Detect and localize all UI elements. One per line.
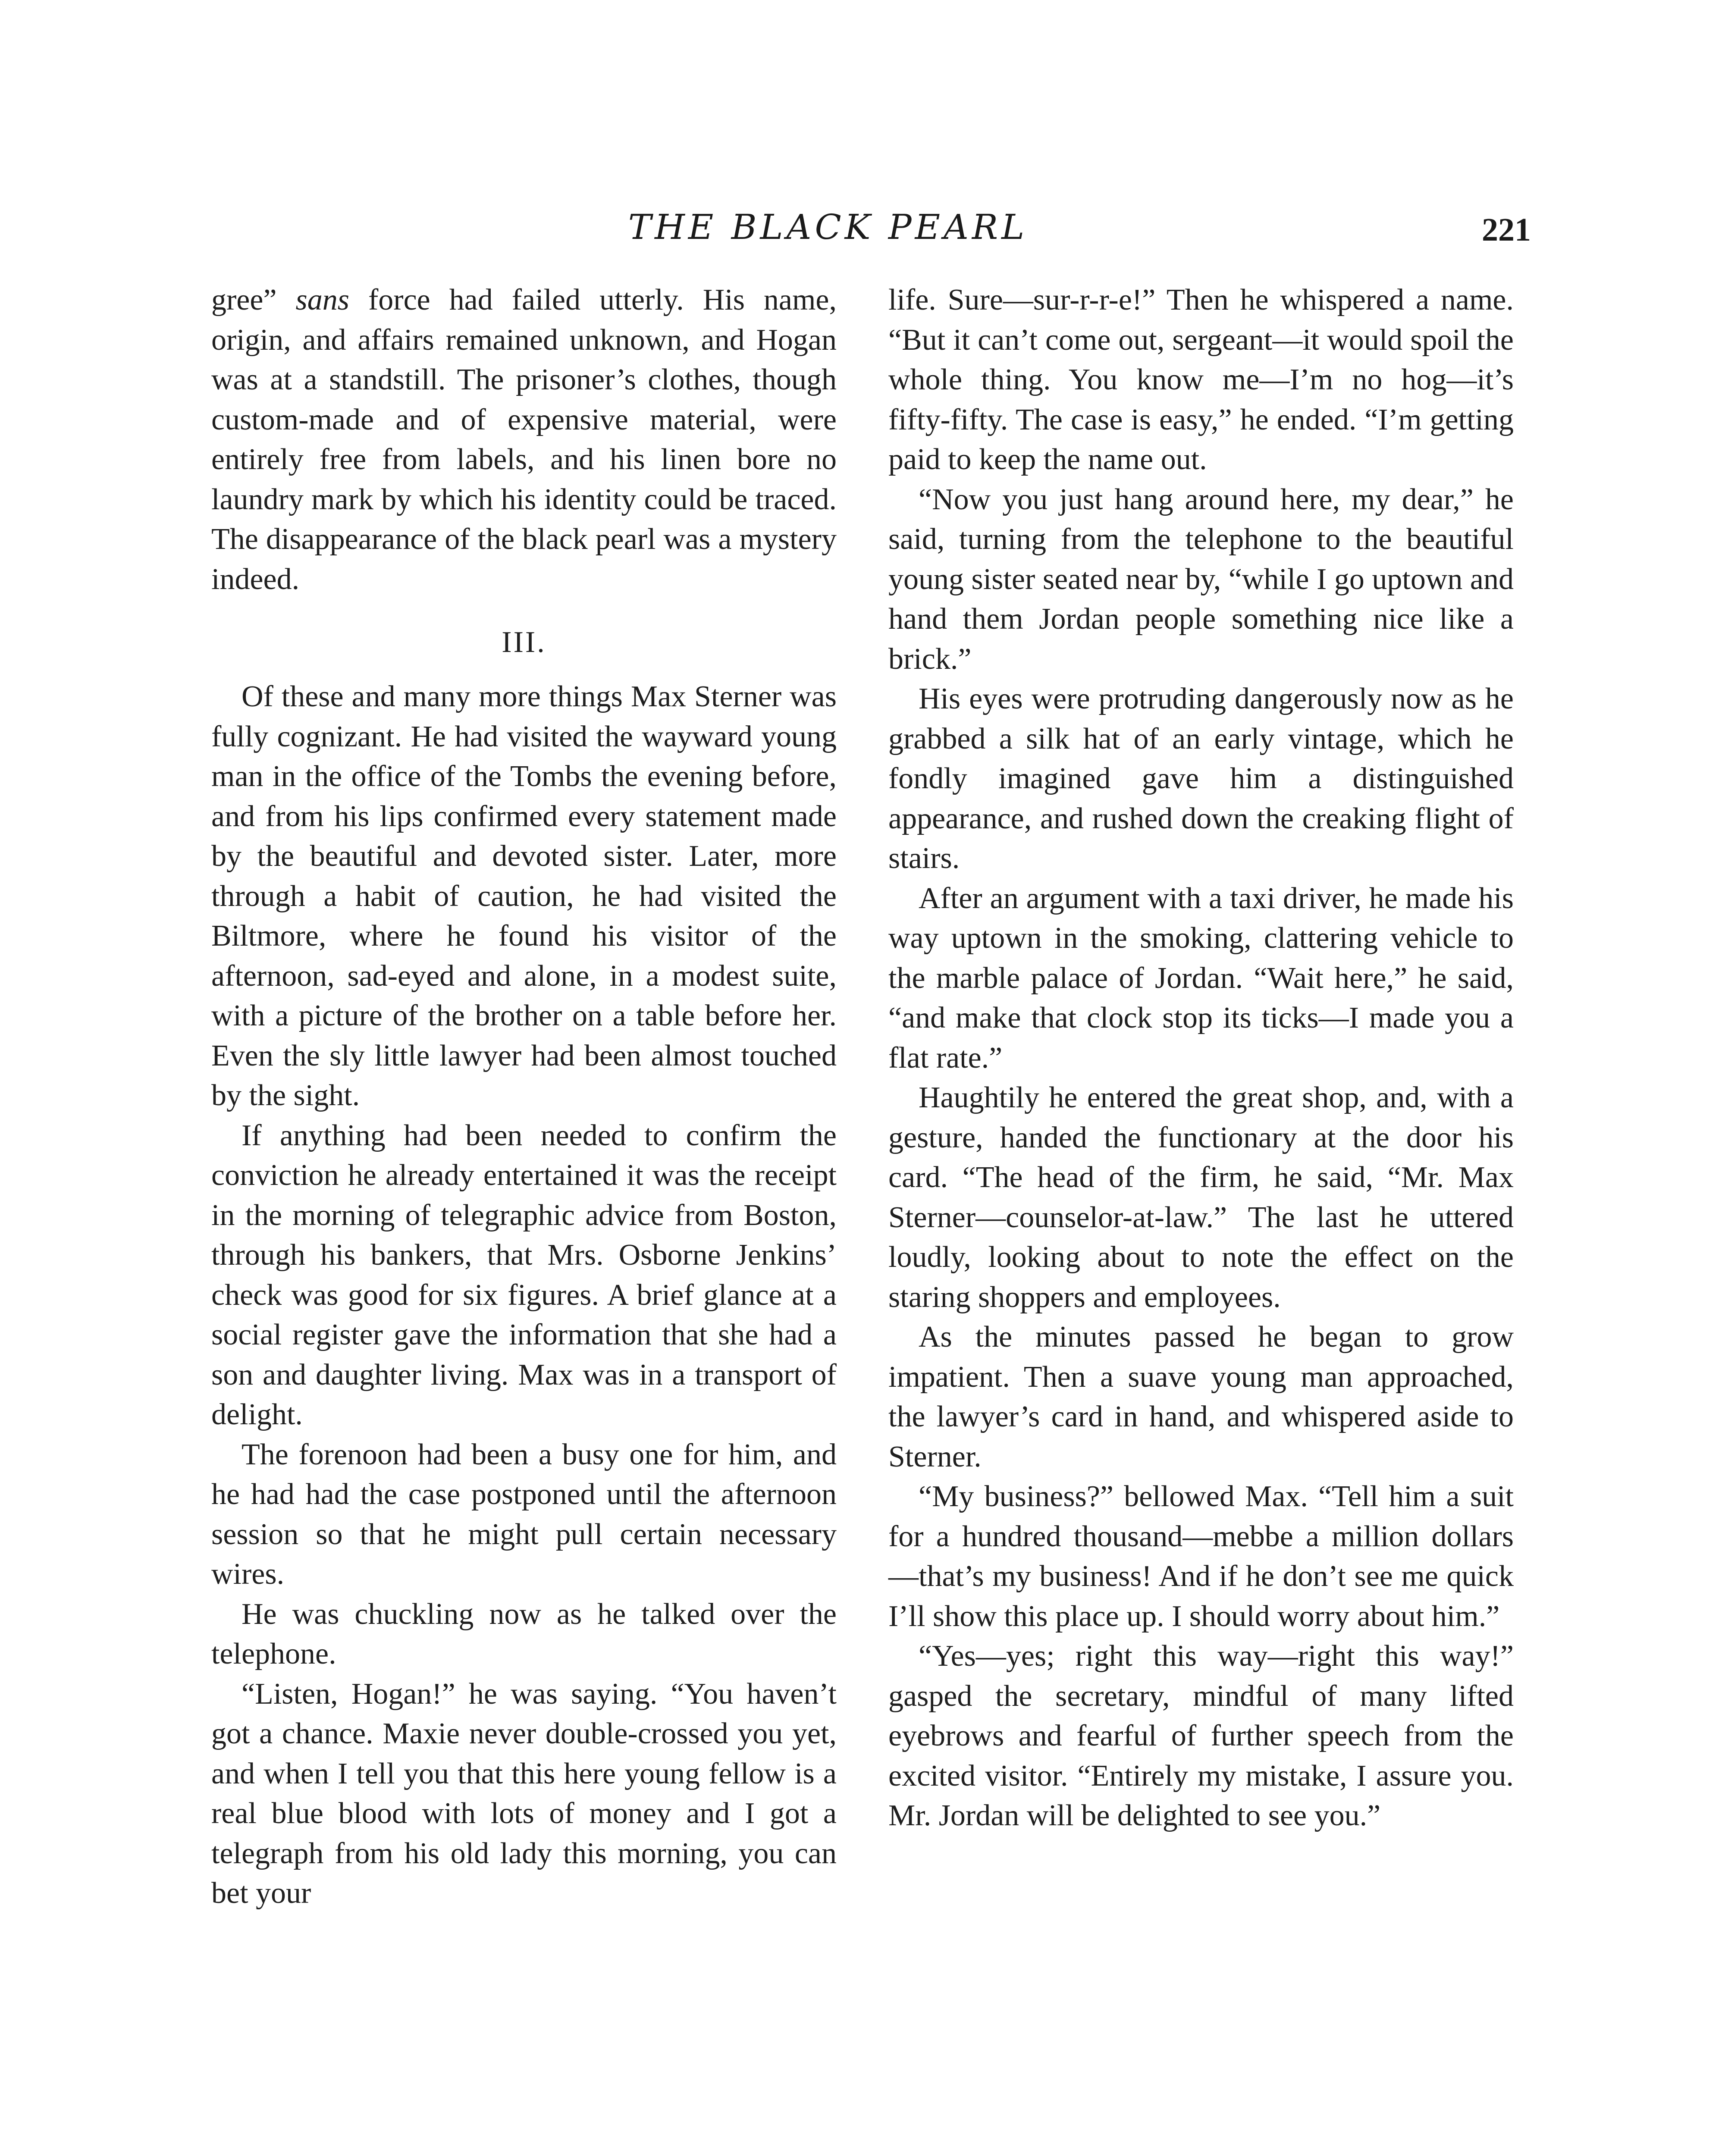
- italic-word: sans: [295, 283, 349, 317]
- paragraph: His eyes were protruding dangerously now as he grabbed a silk hat of an early vintage, which he fondly imagined gave him a distinguished appearance, and rushed down the creaking flight of stairs.: [888, 682, 1514, 875]
- text-run: gree”: [211, 283, 296, 317]
- paragraph: “Yes—yes; right this way—right this way!” gasped the secretary, mindful of many lifted eyebrows and fearful of further speech from the excited visitor. “Entirely my mistake, I assure you. Mr. Jordan will be delighted to see you.”: [888, 1639, 1514, 1832]
- right-column: [888, 280, 1514, 1836]
- paragraph: After an argument with a taxi driver, he made his way uptown in the smoking, clattering vehicle to the marble palace of Jordan. “Wait here,” he said, “and make that clock stop its ticks—I made you a flat rate.”: [888, 881, 1514, 1075]
- running-head: [224, 203, 1540, 267]
- paragraph: The forenoon had been a busy one for him, and he had had the case postponed until the afternoon session so that he might pull certain necessary wires.: [211, 1438, 837, 1591]
- section-heading: III.: [502, 626, 546, 659]
- page-number: 221: [1482, 212, 1531, 248]
- paragraph: life. Sure—sur-r-r-e!” Then he whispered a name. “But it can’t come out, sergeant—it would spoil the whole thing. You know me—I’m no hog—it’s fifty-fifty. The case is easy,” he ended. “I’m getting paid to keep the name out.: [888, 283, 1514, 476]
- running-title: THE BLACK PEARL: [628, 207, 1028, 247]
- text-run: force had failed utterly. His name, origin, and affairs remained unknown, and Hogan was at a standstill. The prisoner’s clothes, though custom-made and of expensive material, were entirely free from labels, and his linen bore no laundry mark by which his identity could be traced. The disappearance of the black pearl was a mystery indeed.: [211, 283, 837, 596]
- paragraph: “My business?” bellowed Max. “Tell him a suit for a hundred thousand—mebbe a million dollars—that’s my business! And if he don’t see me quick I’ll show this place up. I should worry about him.”: [888, 1480, 1514, 1633]
- paragraph: If anything had been needed to confirm the conviction he already entertained it was the receipt in the morning of telegraphic advice from Boston, through his bankers, that Mrs. Osborne Jenkins’ check was good for six figures. A brief glance at a social register gave the information that she had a son and daughter living. Max was in a transport of delight.: [211, 1119, 837, 1431]
- left-column: [211, 280, 837, 1914]
- paragraph: Haughtily he entered the great shop, and, with a gesture, handed the functionary at the door his card. “The head of the firm, he said, “Mr. Max Sterner—counselor-at-law.” The last he uttered loudly, looking about to note the effect on the staring shoppers and employees.: [888, 1081, 1514, 1314]
- paragraph: “Now you just hang around here, my dear,” he said, turning from the telephone to the beautiful young sister seated near by, “while I go uptown and hand them Jordan people something nice like a brick.”: [888, 483, 1514, 676]
- paragraph: “Listen, Hogan!” he was saying. “You haven’t got a chance. Maxie never double-crossed you yet, and when I tell you that this here young fellow is a real blue blood with lots of money and I got a telegraph from his old lady this morning, you can bet your: [211, 1677, 837, 1910]
- paragraph: Of these and many more things Max Sterner was fully cognizant. He had visited the wayward young man in the office of the Tombs the evening before, and from his lips confirmed every statement made by the beautiful and devoted sister. Later, more through a habit of caution, he had visited the Biltmore, where he found his visitor of the afternoon, sad-eyed and alone, in a modest suite, with a picture of the brother on a table before her. Even the sly little lawyer had been almost touched by the sight.: [211, 680, 837, 1112]
- paragraph: As the minutes passed he began to grow impatient. Then a suave young man approached, the lawyer’s card in hand, and whispered aside to Sterner.: [888, 1320, 1514, 1473]
- paragraph: He was chuckling now as he talked over the telephone.: [211, 1597, 837, 1670]
- paragraph: [211, 280, 837, 599]
